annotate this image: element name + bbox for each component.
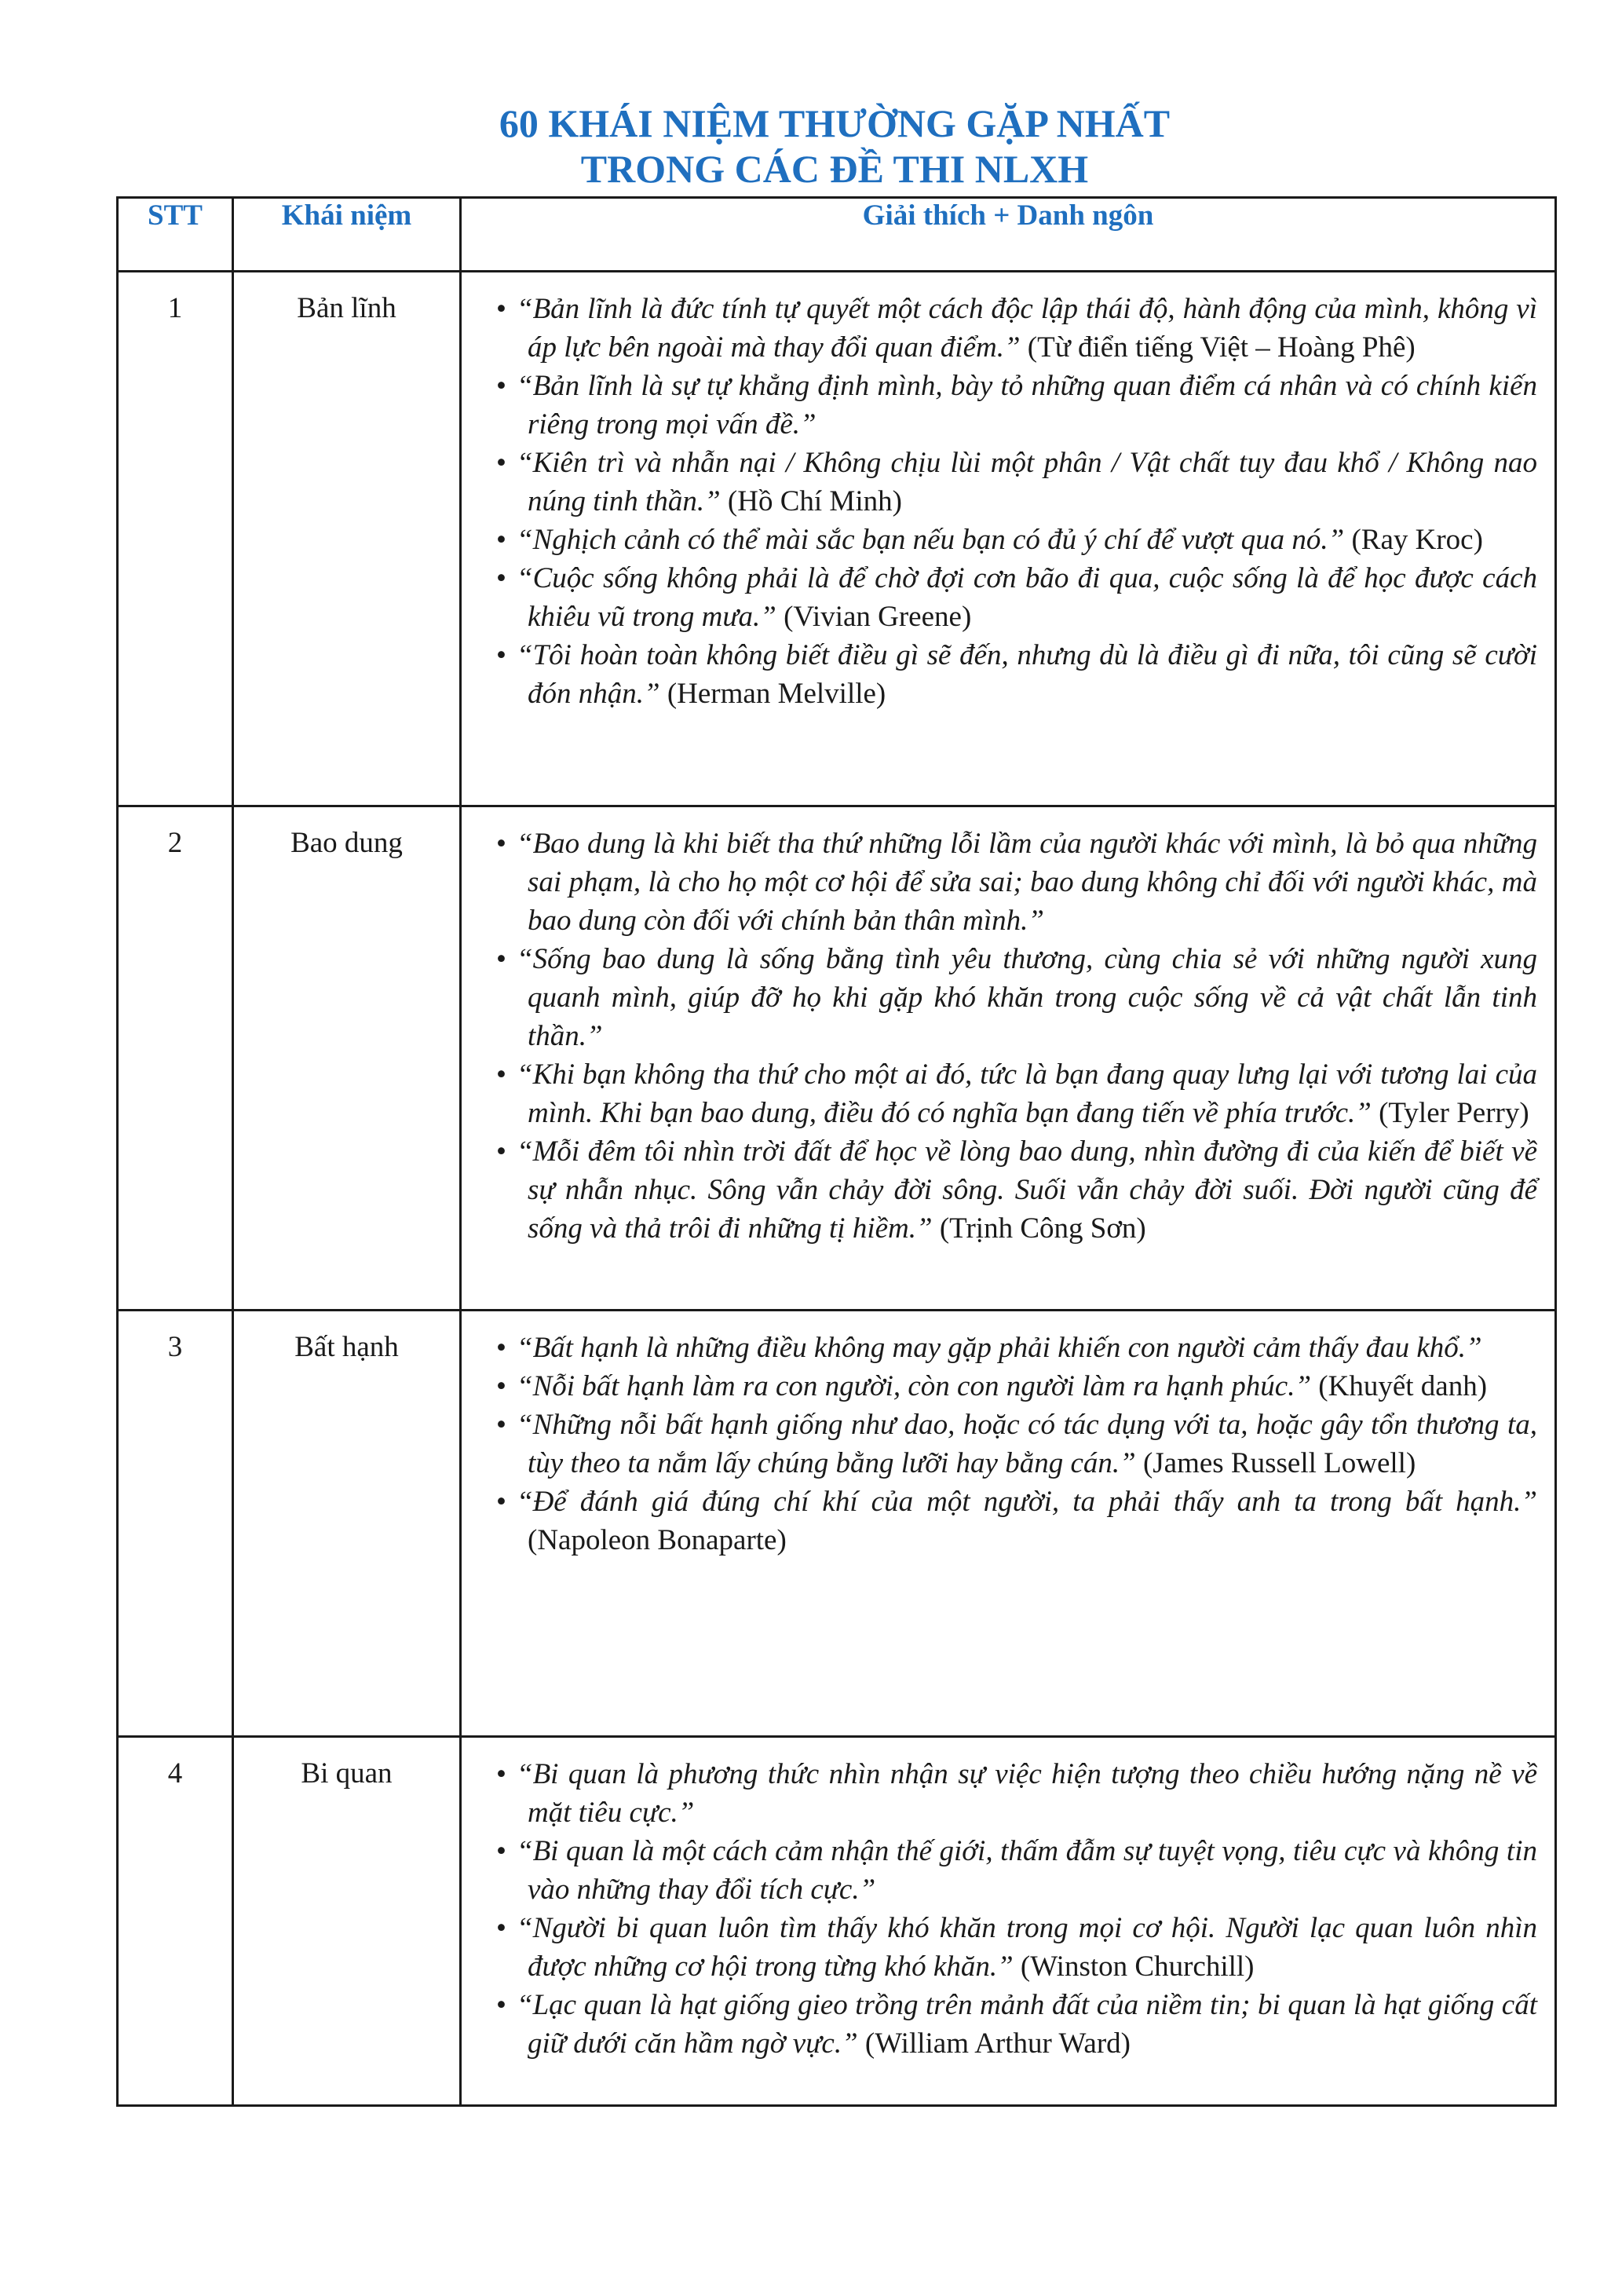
concept-name: Bi quan — [233, 1737, 461, 2106]
quote-text: “Bi quan là phương thức nhìn nhận sự việc hiện tượng theo chiều hướng nặng nề về mặt tiêu cực.” — [517, 1758, 1537, 1829]
quote-text: “Bất hạnh là những điều không may gặp phải khiến con người cảm thấy đau khổ.” — [517, 1332, 1482, 1364]
quote-item — [496, 636, 1537, 713]
bullet-icon: • — [496, 1332, 506, 1364]
quote-text: “Bản lĩnh là đức tính tự quyết một cách độc lập thái độ, hành động của mình, không vì áp lực bên ngoài mà thay đổi quan điểm.” — [517, 293, 1537, 364]
row-number: 4 — [118, 1737, 233, 2106]
quote-text: “Cuộc sống không phải là để chờ đợi cơn bão đi qua, cuộc sống là để học được cách khiêu vũ trong mưa.” — [517, 562, 1537, 633]
quote-author: (Herman Melville) — [659, 678, 886, 710]
quote-item — [496, 1132, 1537, 1248]
quote-item — [496, 1755, 1537, 1832]
quote-item — [496, 1483, 1537, 1559]
table-row — [118, 806, 1556, 1311]
quote-text: “Sống bao dung là sống bằng tình yêu thương, cùng chia sẻ với những người xung quanh mình, giúp đỡ họ khi gặp khó khăn trong cuộc sống về cả vật chất lẫn tinh thần.” — [517, 943, 1537, 1052]
row-number: 1 — [118, 272, 233, 806]
bullet-icon: • — [496, 1058, 506, 1091]
quote-author: (Tyler Perry) — [1371, 1097, 1529, 1129]
quote-item — [496, 1329, 1537, 1367]
bullet-icon: • — [496, 1370, 506, 1402]
bullet-icon: • — [496, 1758, 506, 1790]
quote-text: “Khi bạn không tha thứ cho một ai đó, tức là bạn đang quay lưng lại với tương lai của mình. Khi bạn bao dung, điều đó có nghĩa bạn đang tiến về phía trước.” — [517, 1058, 1537, 1129]
quote-item — [496, 1367, 1537, 1406]
table-row — [118, 272, 1556, 806]
quote-author: (James Russell Lowell) — [1135, 1447, 1416, 1479]
header-stt: STT — [118, 198, 233, 272]
title-line-2: TRONG CÁC ĐỀ THI NLXH — [580, 147, 1089, 191]
row-number: 3 — [118, 1311, 233, 1737]
quote-author: (Khuyết danh) — [1311, 1370, 1488, 1402]
bullet-icon: • — [496, 1835, 506, 1867]
quote-text: “Mỗi đêm tôi nhìn trời đất để học về lòng bao dung, nhìn đường đi của kiến để biết về sự nhẫn nhục. Sông vẫn chảy đời sông. Suối vẫn chảy đời suối. Đời người cũng để sống và thả trôi đi những tị hiềm.” — [517, 1135, 1537, 1245]
quote-item — [496, 559, 1537, 636]
bullet-icon: • — [496, 639, 506, 671]
quote-item — [496, 1832, 1537, 1909]
bullet-icon: • — [496, 1135, 506, 1168]
row-number: 2 — [118, 806, 233, 1311]
quote-item — [496, 1909, 1537, 1986]
quote-author: (Hồ Chí Minh) — [720, 485, 902, 517]
quote-item — [496, 444, 1537, 521]
concept-name: Bao dung — [233, 806, 461, 1311]
quote-author: (Napoleon Bonaparte) — [528, 1524, 787, 1556]
bullet-icon: • — [496, 1409, 506, 1441]
bullet-icon: • — [496, 293, 506, 325]
quote-author: (Vivian Greene) — [776, 601, 972, 633]
quote-text: “Nỗi bất hạnh làm ra con người, còn con người làm ra hạnh phúc.” — [517, 1370, 1312, 1402]
quote-author: (Từ điển tiếng Việt – Hoàng Phê) — [1020, 331, 1416, 364]
document-title — [116, 101, 1553, 192]
quote-item — [496, 290, 1537, 367]
table-row — [118, 1737, 1556, 2106]
quote-item — [496, 940, 1537, 1055]
bullet-icon: • — [496, 828, 506, 860]
concept-explanation — [461, 1737, 1556, 2106]
table-row — [118, 1311, 1556, 1737]
concepts-table — [116, 196, 1557, 2107]
title-line-1: 60 KHÁI NIỆM THƯỜNG GẶP NHẤT — [499, 101, 1171, 145]
quote-item — [496, 1406, 1537, 1483]
bullet-icon: • — [496, 1912, 506, 1944]
header-explanation: Giải thích + Danh ngôn — [461, 198, 1556, 272]
bullet-icon: • — [496, 562, 506, 594]
quote-author: (Ray Kroc) — [1344, 524, 1483, 556]
quote-text: “Nghịch cảnh có thể mài sắc bạn nếu bạn có đủ ý chí để vượt qua nó.” — [517, 524, 1345, 556]
quote-item — [496, 367, 1537, 444]
concept-explanation — [461, 1311, 1556, 1737]
quote-text: “Tôi hoàn toàn không biết điều gì sẽ đến, nhưng dù là điều gì đi nữa, tôi cũng sẽ cười đón nhận.” — [517, 639, 1537, 710]
quote-text: “Để đánh giá đúng chí khí của một người, ta phải thấy anh ta trong bất hạnh.” — [517, 1486, 1537, 1518]
quote-item — [496, 1986, 1537, 2063]
quote-text: “Lạc quan là hạt giống gieo trồng trên mảnh đất của niềm tin; bi quan là hạt giống cất giữ dưới căn hầm ngờ vực.” — [517, 1989, 1537, 2060]
bullet-icon: • — [496, 1989, 506, 2021]
quote-item — [496, 824, 1537, 940]
concept-explanation — [461, 806, 1556, 1311]
quote-text: “Những nỗi bất hạnh giống như dao, hoặc có tác dụng với ta, hoặc gây tổn thương ta, tùy theo ta nắm lấy chúng bằng lưỡi hay bằng cán.” — [517, 1409, 1537, 1479]
concept-name: Bất hạnh — [233, 1311, 461, 1737]
quote-text: “Kiên trì và nhẫn nại / Không chịu lùi một phân / Vật chất tuy đau khổ / Không nao núng tinh thần.” — [517, 447, 1537, 517]
quote-text: “Bi quan là một cách cảm nhận thế giới, thấm đẫm sự tuyệt vọng, tiêu cực và không tin vào những thay đổi tích cực.” — [517, 1835, 1537, 1906]
concept-name: Bản lĩnh — [233, 272, 461, 806]
concept-explanation — [461, 272, 1556, 806]
bullet-icon: • — [496, 524, 506, 556]
quote-item — [496, 521, 1537, 559]
quote-item — [496, 1055, 1537, 1132]
header-concept: Khái niệm — [233, 198, 461, 272]
table-header-row — [118, 198, 1556, 272]
quote-text: “Người bi quan luôn tìm thấy khó khăn trong mọi cơ hội. Người lạc quan luôn nhìn được những cơ hội trong từng khó khăn.” — [517, 1912, 1537, 1983]
bullet-icon: • — [496, 370, 506, 402]
quote-text: “Bản lĩnh là sự tự khẳng định mình, bày tỏ những quan điểm cá nhân và có chính kiến riêng trong mọi vấn đề.” — [517, 370, 1537, 441]
quote-text: “Bao dung là khi biết tha thứ những lỗi lầm của người khác với mình, là bỏ qua những sai phạm, là cho họ một cơ hội để sửa sai; bao dung không chỉ đối với người khác, mà bao dung còn đối với chính bản thân mình.” — [517, 828, 1537, 937]
bullet-icon: • — [496, 943, 506, 975]
bullet-icon: • — [496, 1486, 506, 1518]
bullet-icon: • — [496, 447, 506, 479]
quote-author: (Trịnh Công Sơn) — [932, 1212, 1146, 1245]
quote-author: (Winston Churchill) — [1013, 1951, 1255, 1983]
quote-author: (William Arthur Ward) — [857, 2027, 1131, 2060]
